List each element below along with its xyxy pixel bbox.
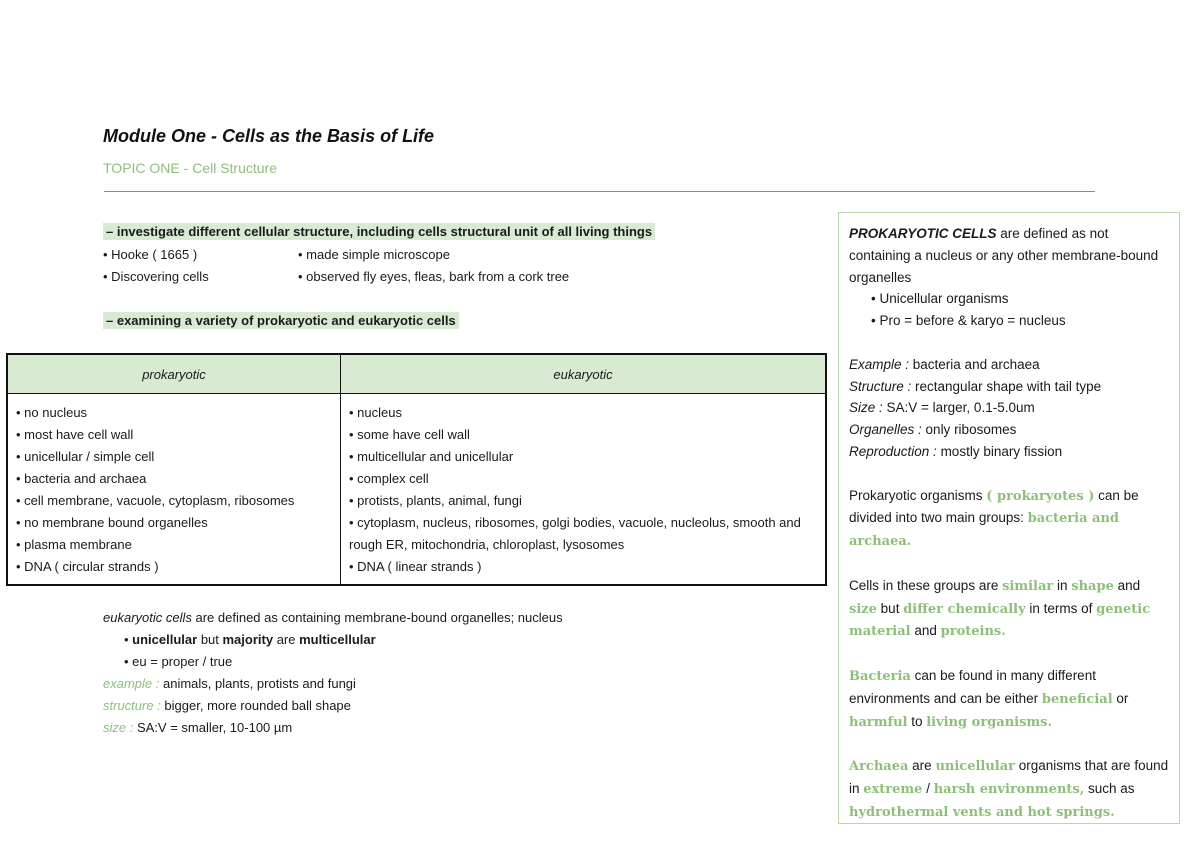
text-span: are	[273, 632, 300, 647]
highlight-term: shape	[1071, 578, 1114, 594]
text-span: in	[1053, 577, 1072, 593]
header-prokaryotic: prokaryotic	[7, 354, 341, 394]
reproduction-label: Reproduction :	[849, 443, 941, 459]
module-title: Module One - Cells as the Basis of Life	[103, 126, 435, 146]
text-span: such as	[1084, 780, 1135, 796]
text-span: Prokaryotic organisms	[849, 487, 987, 503]
list-item: • no membrane bound organelles	[16, 515, 208, 530]
header-eukaryotic: eukaryotic	[341, 354, 827, 394]
prokaryotic-definition	[849, 223, 1169, 288]
list-item: • bacteria and archaea	[16, 471, 147, 486]
example-value: animals, plants, protists and fungi	[162, 676, 356, 691]
bullet-observed: • observed fly eyes, fleas, bark from a cork tree	[298, 269, 570, 284]
majority-word: majority	[222, 632, 274, 647]
bullet-item: • Pro = before & karyo = nucleus	[871, 313, 1066, 329]
section-heading-structure	[103, 224, 655, 239]
eukaryotic-definition	[103, 610, 563, 625]
prokaryotic-cell	[7, 394, 341, 586]
list-item: • complex cell	[349, 471, 429, 486]
text-span: and	[910, 623, 941, 639]
list-item: • most have cell wall	[16, 427, 134, 442]
prokaryotic-size	[849, 397, 1169, 419]
section-heading-variety	[103, 313, 459, 328]
text-span: but	[197, 632, 223, 647]
structure-label: Structure :	[849, 378, 916, 394]
prokaryotic-structure	[849, 376, 1169, 398]
size-value: SA:V = smaller, 10-100 µm	[136, 720, 293, 735]
list-item: • cytoplasm, nucleus, ribosomes, golgi bodies, vacuole, nucleolus, smooth and rough ER, mitochondria, chloroplast, lysosomes	[349, 515, 801, 552]
eukaryotic-structure	[103, 698, 351, 713]
paragraph-archaea	[849, 755, 1169, 823]
structure-value: bigger, more rounded ball shape	[164, 698, 351, 713]
highlight-term: proteins.	[940, 624, 1006, 640]
multicellular-word: multicellular	[299, 632, 376, 647]
list-item: • DNA ( circular strands )	[16, 559, 159, 574]
bullet-mark: •	[124, 632, 133, 647]
highlight-term: extreme	[863, 781, 923, 797]
table-row	[7, 394, 826, 586]
structure-label: structure :	[103, 698, 165, 713]
unicellular-word: unicellular	[132, 632, 198, 647]
eukaryotic-example	[103, 676, 356, 691]
bullet-eu: • eu = proper / true	[124, 654, 233, 669]
highlight-term: hydrothermal vents and hot springs.	[849, 804, 1115, 820]
list-item: • some have cell wall	[349, 427, 470, 442]
prokaryotic-example	[849, 354, 1169, 376]
list-item: • unicellular / simple cell	[16, 449, 155, 464]
text-span: /	[922, 780, 934, 796]
list-item: • DNA ( linear strands )	[349, 559, 482, 574]
prokaryotic-reproduction	[849, 441, 1169, 463]
text-span: are	[908, 758, 936, 774]
list-item: • multicellular and unicellular	[349, 449, 514, 464]
highlight-term: unicellular	[935, 759, 1016, 775]
highlight-term: similar	[1002, 578, 1054, 594]
prokaryotic-term: PROKARYOTIC CELLS	[849, 226, 997, 241]
bullet-microscope: • made simple microscope	[298, 247, 450, 262]
section-heading-text: – investigate different cellular structure, including cells structural unit of all living things	[103, 223, 655, 240]
paragraph-similar	[849, 575, 1169, 643]
size-value: SA:V = larger, 0.1-5.0um	[886, 400, 1035, 416]
bullet-unicellular	[124, 632, 376, 647]
highlight-term: ( prokaryotes )	[986, 488, 1095, 504]
text-span: organisms that are found in	[849, 758, 1169, 796]
reproduction-value: mostly binary fission	[940, 443, 1063, 459]
list-item: • nucleus	[349, 405, 402, 420]
bullet-discovering: • Discovering cells	[103, 269, 209, 284]
highlight-term: Bacteria	[849, 668, 911, 684]
eukaryotic-term: eukaryotic cells	[103, 610, 192, 625]
prokaryotic-sidebar	[838, 212, 1180, 824]
highlight-term: harsh environments,	[933, 781, 1085, 797]
text-span: can be found in many different environments and can be either	[849, 667, 1096, 706]
list-item: • plasma membrane	[16, 537, 132, 552]
example-value: bacteria and archaea	[912, 356, 1040, 372]
text-span: can be divided into two main groups:	[849, 487, 1139, 526]
text-span: but	[876, 600, 904, 616]
divider	[104, 191, 1095, 192]
list-item: • no nucleus	[16, 405, 88, 420]
prokaryotic-organelles	[849, 419, 1169, 441]
text-span: Cells in these groups are	[849, 577, 1003, 593]
text-span: to	[907, 713, 927, 729]
eukaryotic-size	[103, 720, 292, 735]
example-label: Example :	[849, 356, 913, 372]
paragraph-groups	[849, 485, 1169, 553]
eukaryotic-definition-text: are defined as containing membrane-bound organelles; nucleus	[191, 610, 563, 625]
text-span: in terms of	[1025, 600, 1097, 616]
prokaryotic-definition-text: are defined as not containing a nucleus or any other membrane-bound organelles	[849, 226, 1159, 285]
highlight-term: Archaea	[849, 759, 909, 775]
topic-title: TOPIC ONE - Cell Structure	[103, 160, 278, 176]
comparison-table	[6, 353, 827, 586]
bullet-hooke: • Hooke ( 1665 )	[103, 247, 198, 262]
highlight-term: living organisms.	[926, 714, 1053, 730]
text-span: and	[1113, 577, 1141, 593]
paragraph-bacteria	[849, 665, 1169, 733]
highlight-term: genetic material	[849, 601, 1151, 640]
highlight-term: bacteria and archaea.	[849, 511, 1120, 550]
organelles-value: only ribosomes	[925, 422, 1017, 438]
highlight-term: differ chemically	[903, 601, 1026, 617]
size-label: Size :	[849, 400, 887, 416]
text-span: or	[1112, 690, 1129, 706]
bullet-item: • Unicellular organisms	[871, 291, 1009, 307]
structure-value: rectangular shape with tail type	[915, 378, 1102, 394]
list-item: • cell membrane, vacuole, cytoplasm, ribosomes	[16, 493, 295, 508]
organelles-label: Organelles :	[849, 422, 926, 438]
eukaryotic-cell	[341, 394, 827, 586]
size-label: size :	[103, 720, 137, 735]
example-label: example :	[103, 676, 163, 691]
list-item: • protists, plants, animal, fungi	[349, 493, 522, 508]
highlight-term: size	[849, 601, 877, 617]
section-heading-text: – examining a variety of prokaryotic and eukaryotic cells	[103, 312, 459, 329]
highlight-term: beneficial	[1041, 691, 1113, 707]
table-header-row	[7, 354, 826, 394]
highlight-term: harmful	[849, 714, 908, 730]
